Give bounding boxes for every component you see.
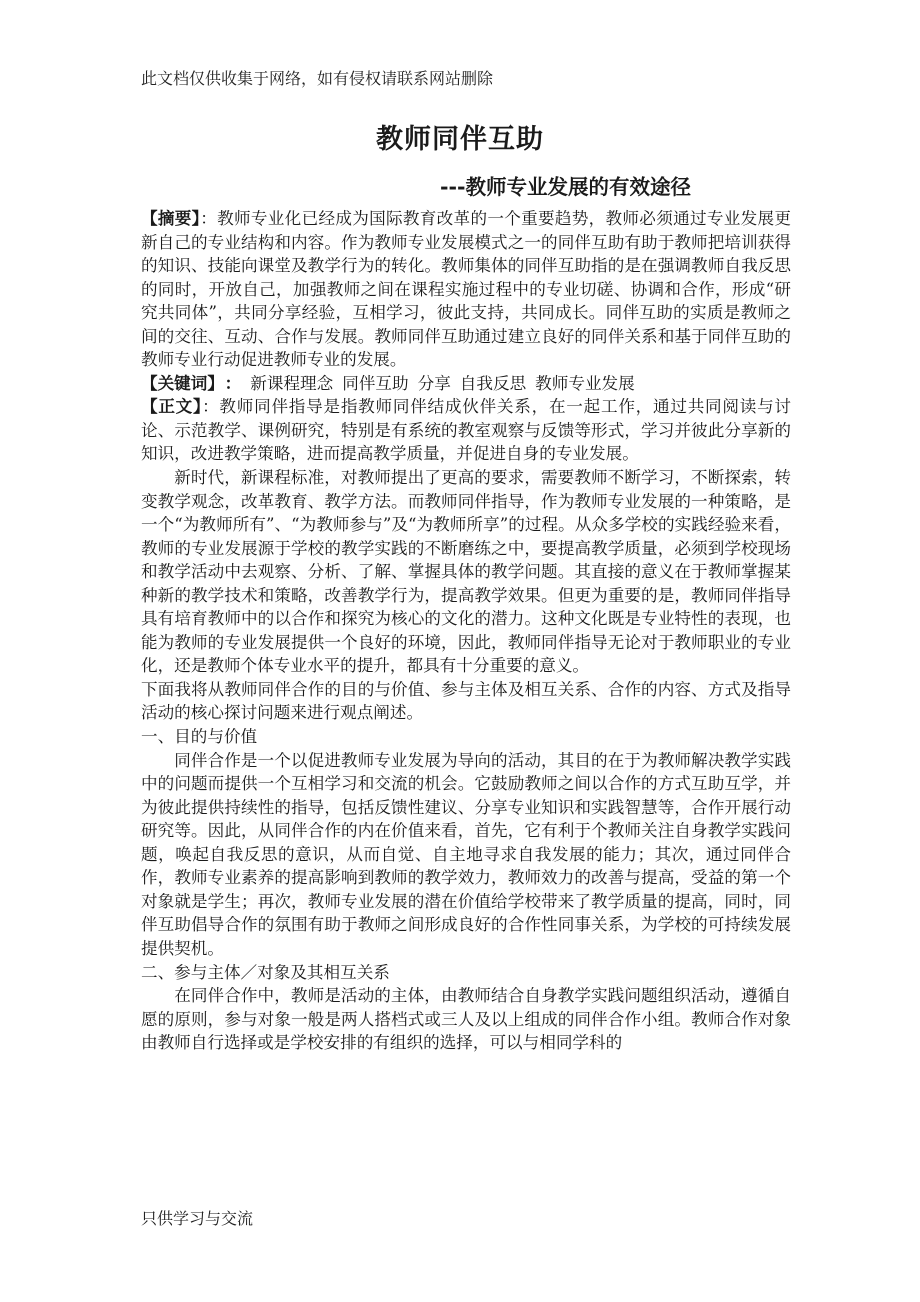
body-label: 【正文】 [141,396,203,417]
abstract-paragraph [141,207,791,372]
keyword-item: 新课程理念 [250,373,334,393]
body-paragraph-2: 新时代，新课程标准，对教师提出了更高的要求，需要教师不断学习，不断探索，转变教学观念，改革教育、教学方法。而教师同伴指导，作为教师专业发展的一种策略，是一个“为教师所有”、“为教师参与”及“为教师所享”的过程。从众多学校的实践经验来看，教师的专业发展源于学校的教学实践的不断磨练之中，要提高教学质量，必须到学校现场和教学活动中去观察、分析、了解、掌握具体的教学问题。其直接的意义在于教师掌握某种新的教学技术和策略，改善教学行为，提高教学效果。但更为重要的是，教师同伴指导具有培育教师中的以合作和探究为核心的文化的潜力。这种文化既是专业特性的表现，也能为教师的专业发展提供一个良好的环境，因此，教师同伴指导无论对于教师职业的专业化，还是教师个体专业水平的提升，都具有十分重要的意义。 [141,468,791,676]
page-footer: 只供学习与交流 [141,1209,254,1228]
body-intro-text: ：教师同伴指导是指教师同伴结成伙伴关系，在一起工作，通过共同阅读与讨论、示范教学、课例研究，特别是有系统的教室观察与反馈等形式，学习并彼此分享新的知识，改进教学策略，进而提高教学质量，并促进自身的专业发展。 [141,397,791,464]
abstract-text: ：教师专业化已经成为国际教育改革的一个重要趋势，教师必须通过专业发展更新自己的专业结构和内容。作为教师专业发展模式之一的同伴互助有助于教师把培训获得的知识、技能向课堂及教学行为的转化。教师集体的同伴互助指的是在强调教师自我反思的同时，开放自己，加强教师之间在课程实施过程中的专业切磋、协调和合作，形成“研究共同体”，共同分享经验，互相学习，彼此支持，共同成长。同伴互助的实质是教师之间的交往、互动、合作与发展。教师同伴互助通过建立良好的同伴关系和基于同伴互助的教师专业行动促进教师专业的发展。 [141,209,791,370]
keywords-separator: ： [224,372,242,393]
abstract-label: 【摘要】 [141,208,201,228]
document-subtitle: ---教师专业发展的有效途径 [440,175,692,199]
keywords-paragraph [141,372,791,396]
body-paragraph-4: 同伴合作是一个以促进教师专业发展为导向的活动，其目的在于为教师解决教学实践中的问题而提供一个互相学习和交流的机会。它鼓励教师之间以合作的方式互助互学，并为彼此提供持续性的指导，包括反馈性建议、分享专业知识和实践智慧等，合作开展行动研究等。因此，从同伴合作的内在价值来看，首先，它有利于个教师关注自身教学实践问题，唤起自我反思的意识，从而自觉、自主地寻求自我发展的能力；其次，通过同伴合作，教师专业素养的提高影响到教师的教学效力，教师效力的改善与提高，受益的第一个对象就是学生；再次，教师专业发展的潜在价值给学校带来了教学质量的提高，同时，同伴互助倡导合作的氛围有助于教师之间形成良好的合作性同事关系，为学校的可持续发展提供契机。 [141,750,791,958]
section-heading-2: 二、参与主体／对象及其相互关系 [141,962,390,982]
keywords-label: 【关键词】 [141,372,216,393]
keyword-item: 自我反思 [459,373,527,393]
keyword-item: 教师专业发展 [535,373,635,393]
section-heading-1: 一、目的与价值 [141,727,258,747]
body-intro-paragraph [141,395,791,466]
body-paragraph-5: 在同伴合作中，教师是活动的主体，由教师结合自身教学实践问题组织活动，遵循自愿的原则，参与对象一般是两人搭档式或三人及以上组成的同伴合作小组。教师合作对象由教师自行选择或是学校安排的有组织的选择，可以与相同学科的 [141,986,791,1053]
keyword-item: 同伴互助 [342,373,409,393]
document-body [141,207,791,1055]
page-header: 此文档仅供收集于网络，如有侵权请联系网站删除 [141,69,494,88]
keyword-item: 分享 [417,373,451,393]
document-title: 教师同伴互助 [376,124,544,155]
body-paragraph-3: 下面我将从教师同伴合作的目的与价值、参与主体及相互关系、合作的内容、方式及指导活动的核心探讨问题来进行观点阐述。 [141,679,791,723]
